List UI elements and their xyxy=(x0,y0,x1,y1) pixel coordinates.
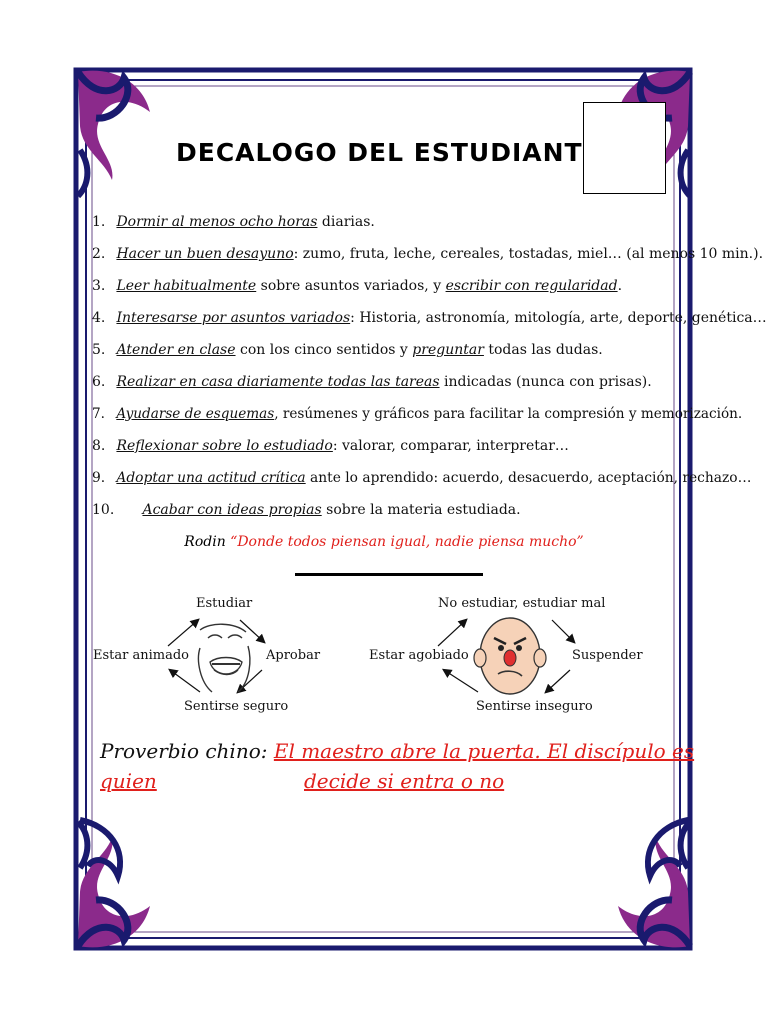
item-number: 6. xyxy=(92,374,106,390)
item-number: 10. xyxy=(92,502,115,518)
list-item xyxy=(92,276,622,296)
proverb-text-line1: El maestro abre la puerta. El discípulo es quien xyxy=(100,739,695,793)
item-key-phrase: Interesarse por asuntos variados xyxy=(116,310,351,326)
list-item xyxy=(92,212,375,232)
divider xyxy=(295,573,483,576)
item-text: : valorar, comparar, interpretar… xyxy=(332,438,569,454)
item-number: 1. xyxy=(92,214,106,230)
item-text: con los cinco sentidos y xyxy=(235,342,413,358)
photo-placeholder-box xyxy=(583,102,666,194)
list-item xyxy=(92,372,652,392)
item-number: 4. xyxy=(92,310,106,326)
quote-author: Rodin xyxy=(184,534,231,550)
list-item xyxy=(92,308,767,328)
cycle-bad-bottom-label: Sentirse inseguro xyxy=(476,699,593,714)
item-key-phrase: Leer habitualmente xyxy=(116,278,257,294)
item-number: 5. xyxy=(92,342,106,358)
cycle-bad-top-label: No estudiar, estudiar mal xyxy=(438,596,606,611)
cycle-good-right-label: Aprobar xyxy=(266,648,321,663)
list-item xyxy=(92,404,742,424)
quote-text: “Donde todos piensan igual, nadie piensa mucho” xyxy=(230,534,584,550)
item-text: sobre la materia estudiada. xyxy=(321,502,521,518)
list-item xyxy=(92,436,569,456)
cycle-good-top-label: Estudiar xyxy=(196,596,253,611)
proverb-label: Proverbio chino: xyxy=(100,739,274,763)
rodin-quote xyxy=(0,534,768,550)
item-number: 7. xyxy=(92,406,105,422)
item-text: sobre asuntos variados, y xyxy=(256,278,446,294)
item-key-phrase-2: preguntar xyxy=(412,342,484,358)
item-number: 3. xyxy=(92,278,106,294)
laughing-face-icon xyxy=(199,624,250,692)
list-item xyxy=(92,340,603,360)
item-key-phrase: Atender en clase xyxy=(116,342,236,358)
item-text: diarias. xyxy=(317,214,375,230)
item-number: 2. xyxy=(92,246,106,262)
item-key-phrase: Adoptar una actitud crítica xyxy=(116,470,306,486)
item-text: indicadas (nunca con prisas). xyxy=(439,374,652,390)
item-text: : zumo, fruta, leche, cereales, tostadas, miel… (al menos 10 min.). xyxy=(293,246,764,262)
item-key-phrase: Reflexionar sobre lo estudiado xyxy=(116,438,333,454)
list-item xyxy=(92,500,521,520)
cycle-bad-right-label: Suspender xyxy=(572,648,643,663)
item-key-phrase: Realizar en casa diariamente todas las tareas xyxy=(116,374,440,390)
item-key-phrase: Dormir al menos ocho horas xyxy=(116,214,318,230)
bad-cycle-arrows-and-face xyxy=(430,612,590,702)
item-key-phrase: Acabar con ideas propias xyxy=(142,502,322,518)
proverb xyxy=(100,736,700,796)
item-number: 9. xyxy=(92,470,106,486)
list-item xyxy=(92,468,751,488)
angry-face-icon xyxy=(474,618,546,694)
proverb-text-line2: decide si entra o no xyxy=(304,769,505,793)
item-text: ante lo aprendido: acuerdo, desacuerdo, aceptación, rechazo… xyxy=(305,470,752,486)
list-item xyxy=(92,244,763,264)
item-key-phrase: Hacer un buen desayuno xyxy=(116,246,294,262)
good-cycle-arrows-and-face xyxy=(150,612,290,702)
corner-ornament-top-left xyxy=(78,71,150,196)
item-text-2: . xyxy=(617,278,623,294)
item-text: , resúmenes y gráficos para facilitar la compresión y memorización. xyxy=(274,406,743,422)
cycle-bad-left-label: Estar agobiado xyxy=(369,648,469,663)
item-number: 8. xyxy=(92,438,106,454)
cycle-good-left-label: Estar animado xyxy=(93,648,189,663)
item-text-2: todas las dudas. xyxy=(483,342,603,358)
item-text: : Historia, astronomía, mitología, arte, deporte, genética… xyxy=(350,310,767,326)
cycle-good-bottom-label: Sentirse seguro xyxy=(184,699,289,714)
page-title: DECALOGO DEL ESTUDIANT xyxy=(176,138,583,167)
item-key-phrase-2: escribir con regularidad xyxy=(445,278,618,294)
item-key-phrase: Ayudarse de esquemas xyxy=(116,406,275,422)
